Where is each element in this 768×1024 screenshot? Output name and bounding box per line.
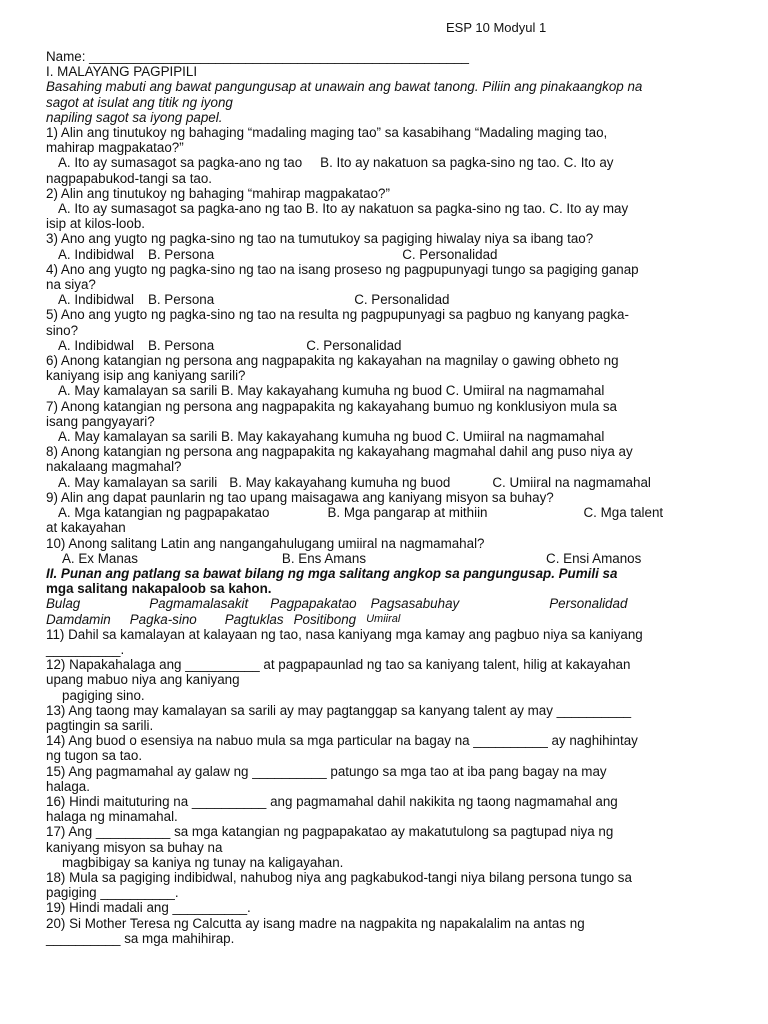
question-13-cont: pagtingin sa sarili. [46, 717, 154, 733]
question-5: 5) Ano ang yugto ng pagka-sino ng tao na resulta ng pagpupunyagi sa pagbuo ng kanyang pagka- [46, 307, 629, 323]
question-6-choices: A. May kamalayan sa sarili B. May kakayahang kumuha ng buod C. Umiiral na nagmamahal [58, 383, 605, 399]
section1-instructions-2: sagot at isulat ang titik ng iyong [46, 94, 233, 110]
q5-choice-c: C. Personalidad [306, 337, 402, 353]
word-pagtuklas: Pagtuklas [224, 611, 284, 627]
question-5-cont: sino? [46, 322, 79, 338]
question-9-choices [46, 505, 722, 520]
word-pagmamalasakit: Pagmamalasakit [149, 596, 249, 612]
question-13: 13) Ang taong may kamalayan sa sarili ay may pagtanggap sa kanyang talent ay may __________ [46, 702, 632, 718]
section1-title: I. MALAYANG PAGPIPILI [46, 64, 198, 80]
question-2: 2) Alin ang tinutukoy ng bahaging “mahirap magpakatao?” [46, 185, 390, 201]
question-8-choices [46, 475, 722, 490]
q5-choice-a: A. Indibidwal [58, 337, 134, 353]
question-15-cont: halaga. [46, 778, 90, 794]
question-1-choices [46, 155, 722, 170]
question-20: 20) Si Mother Teresa ng Calcutta ay isang madre na nagpakita ng napakalalim na antas ng [46, 915, 585, 931]
question-6-cont: kaniyang isip ang kaniyang sarili? [46, 368, 246, 384]
section2-title: II. Punan ang patlang sa bawat bilang ng mga salitang angkop sa pangungusap. Pumili sa [46, 565, 618, 581]
word-damdamin: Damdamin [46, 611, 111, 627]
word-bulag: Bulag [46, 596, 81, 612]
question-14: 14) Ang buod o esensiya na nabuo mula sa mga particular na bagay na __________ ay naghihintay [46, 733, 638, 749]
question-17-cont: kaniyang misyon sa buhay na [46, 839, 223, 855]
q3-choice-b: B. Persona [147, 246, 215, 262]
question-16-cont: halaga ng minamahal. [46, 809, 178, 825]
question-2-choices-cont: isip at kilos-loob. [46, 216, 145, 232]
question-11: 11) Dahil sa kamalayan at kalayaan ng tao, nasa kaniyang mga kamay ang pagbuo niya sa kaniyang [46, 626, 643, 642]
q10-choice-a: A. Ex Manas [62, 550, 138, 566]
q10-choice-b: B. Ens Amans [281, 550, 367, 566]
word-bank-row-1 [46, 596, 722, 611]
q8-choice-a: A. May kamalayan sa sarili [58, 474, 218, 490]
q4-choice-b: B. Persona [147, 292, 215, 308]
question-18-cont: pagiging __________. [46, 885, 179, 901]
word-pagsasabuhay: Pagsasabuhay [370, 596, 460, 612]
question-3-choices [46, 247, 722, 262]
q8-choice-b: B. May kakayahang kumuha ng buod [229, 474, 451, 490]
q1-choice-bc: B. Ito ay nakatuon sa pagka-sino ng tao. C. Ito ay [320, 155, 614, 171]
q3-choice-a: A. Indibidwal [58, 246, 134, 262]
question-12-cont: upang mabuo niya ang kaniyang [46, 672, 240, 688]
question-20-cont: __________ sa mga mahihirap. [46, 930, 235, 946]
worksheet-body [46, 49, 722, 946]
question-9-choices-cont: at kakayahan [46, 520, 126, 536]
question-8-cont: nakalaang magmahal? [46, 459, 182, 475]
q1-choice-a: A. Ito ay sumasagot sa pagka-ano ng tao [58, 155, 303, 171]
question-12-cont-2: pagiging sino. [62, 687, 145, 703]
question-4-cont: na siya? [46, 277, 96, 293]
question-1: 1) Alin ang tinutukoy ng bahaging “madaling maging tao” sa kasabihang “Madaling maging tao, [46, 125, 608, 141]
q9-choice-c: C. Mga talent [583, 505, 664, 521]
question-10: 10) Anong salitang Latin ang nangangahulugang umiiral na nagmamahal? [46, 535, 485, 551]
question-16: 16) Hindi maituturing na __________ ang pagmamahal dahil nakikita ng taong nagmamahal ang [46, 793, 618, 809]
question-10-choices [46, 551, 722, 566]
word-pagpapakatao: Pagpapakatao [270, 596, 357, 612]
q9-choice-a: A. Mga katangian ng pagpapakatao [58, 505, 270, 521]
question-9: 9) Alin ang dapat paunlarin ng tao upang maisagawa ang kaniyang misyon sa buhay? [46, 489, 554, 505]
section2-title-cont: mga salitang nakapaloob sa kahon. [46, 581, 272, 597]
question-2-choices: A. Ito ay sumasagot sa pagka-ano ng tao B. Ito ay nakatuon sa pagka-sino ng tao. C. Ito ay may [58, 201, 629, 217]
q3-choice-c: C. Personalidad [402, 246, 498, 262]
question-7: 7) Anong katangian ng persona ang nagpapakita ng kakayahang bumuo ng konklusiyon mula sa [46, 398, 618, 414]
q4-choice-a: A. Indibidwal [58, 292, 134, 308]
question-5-choices [46, 338, 722, 353]
question-18: 18) Mula sa pagiging indibidwal, nahubog niya ang pagkabukod-tangi niya bilang persona tungo sa [46, 869, 632, 885]
question-14-cont: ng tugon sa tao. [46, 748, 143, 764]
word-positibong: Positibong [293, 611, 357, 627]
question-12: 12) Napakahalaga ang __________ at pagpapaunlad ng tao sa kaniyang talent, hilig at kakayahan [46, 657, 631, 673]
q4-choice-c: C. Personalidad [354, 292, 450, 308]
name-line: Name: ___________________________________________________ [46, 49, 469, 64]
q9-choice-b: B. Mga pangarap at mithiin [327, 505, 488, 521]
word-pagka-sino: Pagka-sino [129, 611, 197, 627]
q5-choice-b: B. Persona [147, 337, 215, 353]
q8-choice-c: C. Umiiral na nagmamahal [492, 474, 651, 490]
q10-choice-c: C. Ensi Amanos [546, 550, 642, 566]
question-8: 8) Anong katangian ng persona ang nagpapakita ng kakayahang magmahal dahil ang puso niya ay [46, 444, 633, 460]
word-personalidad: Personalidad [549, 596, 628, 612]
question-17-cont-2: magbibigay sa kaniya ng tunay na kaligayahan. [62, 854, 344, 870]
question-3: 3) Ano ang yugto ng pagka-sino ng tao na tumutukoy sa pagiging hiwalay niya sa ibang tao? [46, 231, 594, 247]
question-4-choices [46, 292, 722, 307]
question-6: 6) Anong katangian ng persona ang nagpapakita ng kakayahan na magnilay o gawing obheto ng [46, 353, 619, 369]
question-4: 4) Ano ang yugto ng pagka-sino ng tao na isang proseso ng pagpupunyagi tungo sa pagiging ganap [46, 261, 639, 277]
question-1-choices-cont: nagpapabukod-tangi sa tao. [46, 170, 213, 186]
section1-instructions-3: napiling sagot sa iyong papel. [46, 109, 223, 125]
question-15: 15) Ang pagmamahal ay galaw ng __________ patungo sa mga tao at iba pang bagay na may [46, 763, 607, 779]
section1-instructions-1: Basahing mabuti ang bawat pangungusap at unawain ang bawat tanong. Piliin ang pinakaangkop na [46, 79, 643, 95]
question-1-cont: mahirap magpakatao?” [46, 140, 184, 156]
word-umiiral: Umiiral [366, 612, 401, 625]
question-7-cont: isang pangyayari? [46, 413, 155, 429]
module-label: ESP 10 Modyul 1 [446, 20, 547, 35]
question-17: 17) Ang __________ sa mga katangian ng pagpapakatao ay makatutulong sa pagtupad niya ng [46, 824, 614, 840]
question-7-choices: A. May kamalayan sa sarili B. May kakayahang kumuha ng buod C. Umiiral na nagmamahal [58, 429, 605, 445]
word-bank-row-2 [46, 612, 722, 627]
question-11-cont: __________. [46, 641, 125, 657]
question-19: 19) Hindi madali ang __________. [46, 900, 251, 916]
